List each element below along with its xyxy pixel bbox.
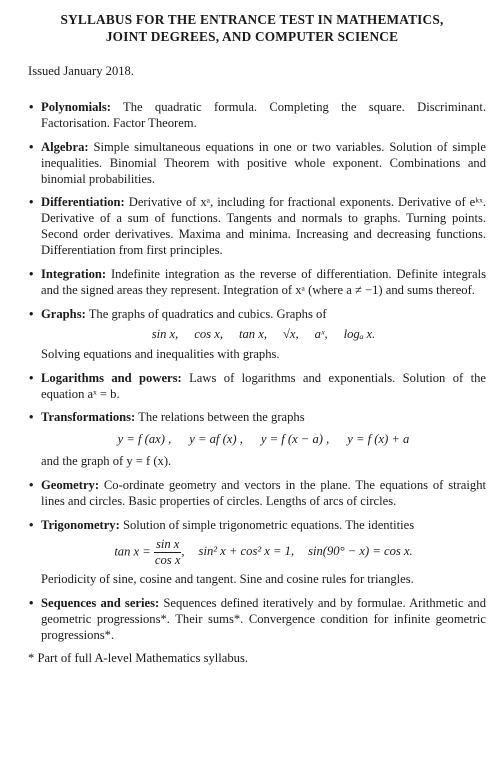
- equation: y = f (x) + a: [347, 432, 410, 447]
- syllabus-list: [18, 100, 486, 644]
- list-item-logarithms: [18, 371, 486, 403]
- list-item-transformations: [18, 410, 486, 470]
- equation: y = af (x) ,: [189, 432, 243, 447]
- item-text: The graphs of quadratics and cubics. Graphs of: [85, 306, 327, 321]
- item-after-text: Periodicity of sine, cosine and tangent. Sine and cosine rules for triangles.: [41, 571, 414, 586]
- fraction-numerator: sin x: [155, 536, 180, 551]
- list-item-geometry: [18, 478, 486, 510]
- transformations-equation-list: [41, 432, 486, 448]
- item-text: Derivative of xᵃ, including for fractional exponents. Derivative of eᵏˣ. Derivative of a sum of functions. Tangents and normals to graphs. Turning points. Second order derivatives. Maxima and minima. Increasing and decreasing functions. Differentiation from first principles.: [41, 195, 486, 258]
- bullet-icon: •: [29, 478, 34, 493]
- item-term: Algebra:: [41, 139, 89, 154]
- func-sin: sin x,: [151, 326, 179, 341]
- graphs-function-list: [41, 327, 486, 343]
- item-term: Geometry:: [41, 478, 100, 493]
- bullet-icon: •: [29, 99, 34, 114]
- footnote: * Part of full A-level Mathematics syllabus.: [28, 651, 248, 666]
- func-cos: cos x,: [194, 326, 223, 341]
- list-item-sequences: [18, 596, 486, 644]
- item-text: Simple simultaneous equations in one or two variables. Solution of simple inequalities. Binomial Theorem with positive whole exponent. Combinations and binomial probabilities.: [41, 139, 486, 186]
- list-item-graphs: [18, 307, 486, 363]
- equation: y = f (x − a) ,: [260, 432, 330, 447]
- tan-identity: [114, 538, 184, 567]
- title-line-1: SYLLABUS FOR THE ENTRANCE TEST IN MATHEMATICS,: [60, 12, 444, 27]
- item-text: Co-ordinate geometry and vectors in the plane. The equations of straight lines and circles. Basic properties of circles. Lengths of arcs of circles.: [41, 478, 486, 509]
- bullet-icon: •: [29, 306, 34, 321]
- item-after-text: Solving equations and inequalities with graphs.: [41, 346, 280, 361]
- bullet-icon: •: [29, 517, 34, 532]
- item-term: Trigonometry:: [41, 517, 120, 532]
- item-text: Laws of logarithms and exponentials. Solution of the equation aˣ = b.: [41, 370, 486, 401]
- item-term: Logarithms and powers:: [41, 370, 182, 385]
- item-after-text: and the graph of y = f (x).: [41, 454, 172, 469]
- equation: y = f (ax) ,: [117, 432, 172, 447]
- page-title: [18, 12, 486, 45]
- item-term: Polynomials:: [41, 99, 111, 114]
- fraction-denominator: cos x: [154, 552, 181, 567]
- issued-date: Issued January 2018.: [28, 64, 134, 78]
- list-item-algebra: [18, 140, 486, 188]
- item-term: Integration:: [41, 267, 107, 282]
- pythagorean-identity: sin² x + cos² x = 1,: [198, 544, 295, 559]
- title-line-2: JOINT DEGREES, AND COMPUTER SCIENCE: [105, 28, 399, 44]
- item-term: Sequences and series:: [41, 595, 160, 610]
- item-text: Indefinite integration as the reverse of differentiation. Definite integrals and the signed areas they represent. Integration of xᵃ (where a ≠ −1) and sums thereof.: [41, 267, 486, 297]
- list-item-polynomials: [18, 100, 486, 132]
- tan-lhs: tan x =: [114, 544, 151, 559]
- bullet-icon: •: [29, 195, 34, 210]
- trig-identities: [41, 538, 486, 567]
- list-item-integration: [18, 267, 486, 299]
- item-term: Graphs:: [41, 306, 86, 321]
- bullet-icon: •: [29, 267, 34, 282]
- list-item-differentiation: [18, 195, 486, 259]
- item-text: Sequences defined iteratively and by formulae. Arithmetic and geometric progressions*. Their sums*. Convergence condition for infinite geometric progressions*.: [41, 595, 486, 642]
- item-text: Solution of simple trigonometric equations. The identities: [119, 517, 415, 532]
- bullet-icon: •: [29, 139, 34, 154]
- item-term: Differentiation:: [41, 195, 125, 210]
- fraction: [154, 538, 181, 567]
- cofunction-identity: sin(90° − x) = cos x.: [308, 544, 413, 559]
- func-exp: aˣ,: [314, 326, 328, 341]
- list-item-trigonometry: [18, 518, 486, 588]
- item-text: The relations between the graphs: [135, 410, 305, 425]
- item-term: Transformations:: [41, 410, 136, 425]
- func-log: logₐ x.: [343, 326, 376, 341]
- func-sqrt: √x,: [282, 326, 299, 341]
- func-tan: tan x,: [238, 326, 267, 341]
- bullet-icon: •: [29, 410, 34, 425]
- bullet-icon: •: [29, 595, 34, 610]
- page: [18, 12, 486, 667]
- item-text: The quadratic formula. Completing the square. Discriminant. Factorisation. Factor Theorem.: [41, 99, 486, 130]
- fraction-separator: ,: [181, 544, 185, 559]
- bullet-icon: •: [29, 370, 34, 385]
